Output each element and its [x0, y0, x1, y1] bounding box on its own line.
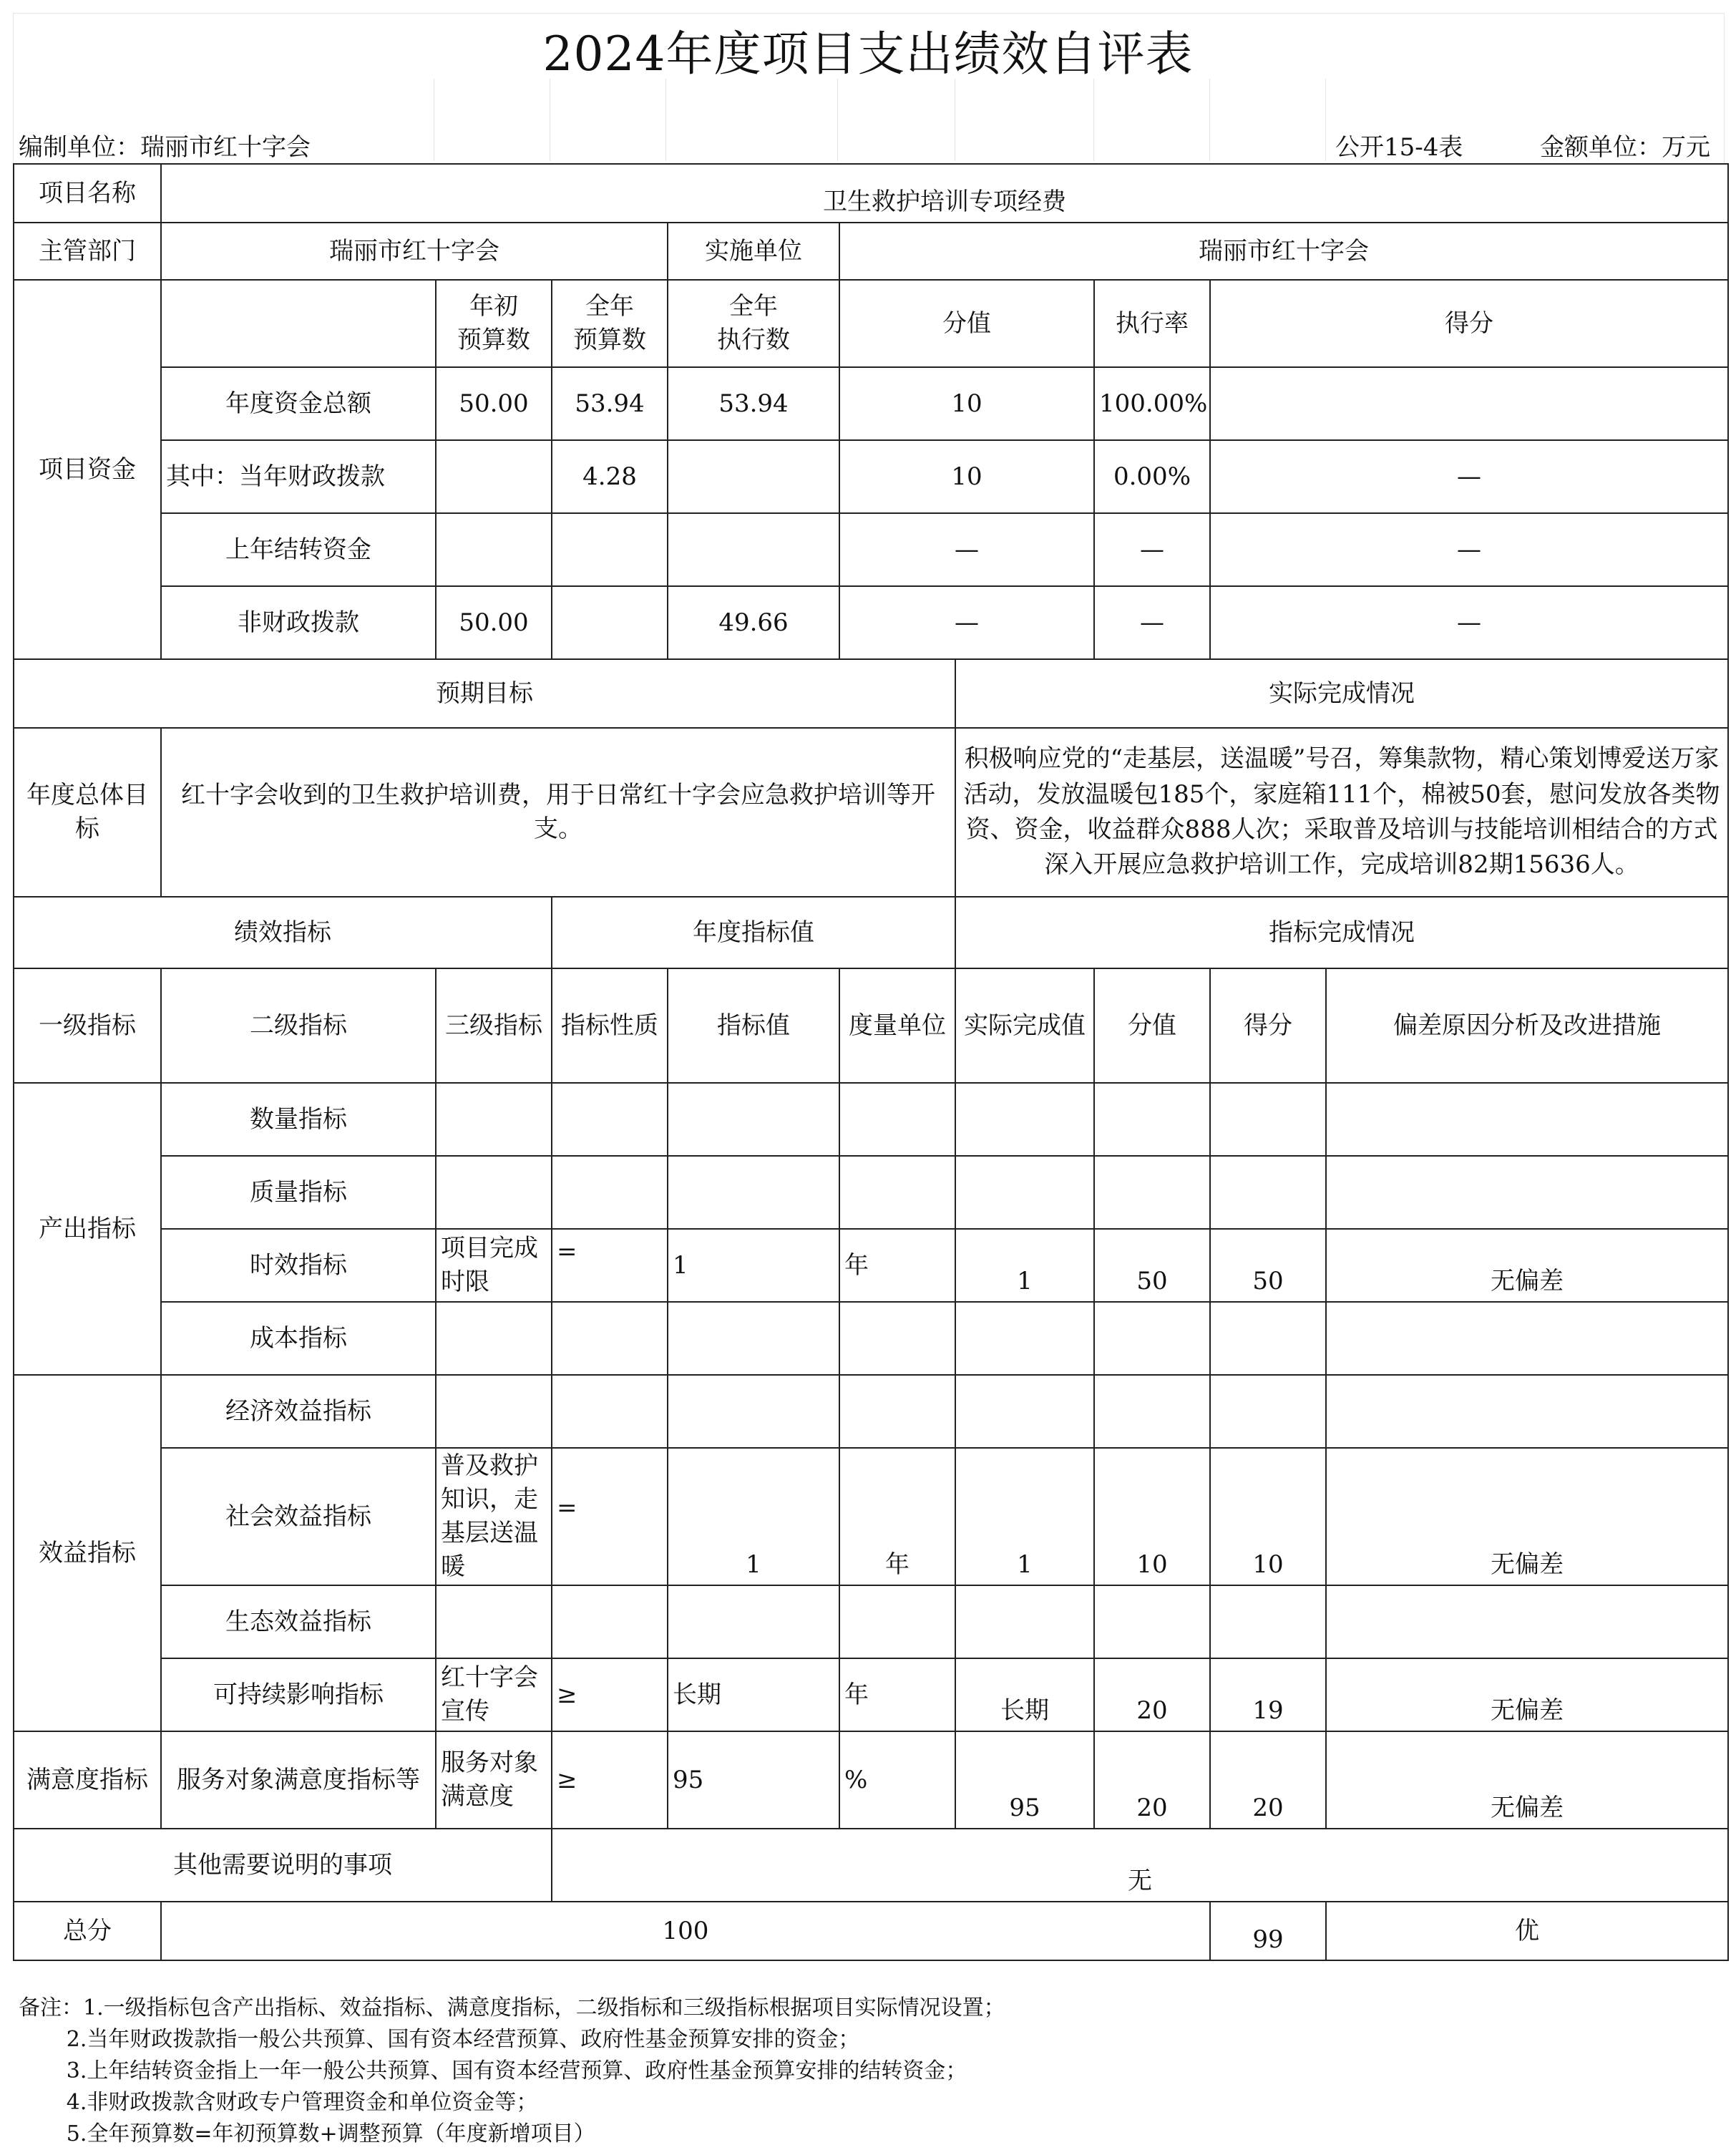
indicator-value: 1 [668, 1448, 839, 1585]
table-row [14, 223, 1728, 280]
col-header: 三级指标 [436, 968, 552, 1083]
score-value: 10 [1094, 1448, 1210, 1585]
score: 19 [1210, 1658, 1326, 1731]
total-full-score: 100 [161, 1902, 1210, 1960]
l2-indicator: 可持续影响指标 [161, 1658, 436, 1731]
actual-value: 1 [955, 1229, 1094, 1302]
indicator-nature: ≥ [552, 1658, 668, 1731]
money-unit: 金额单位：万元 [1540, 133, 1710, 162]
table-row [14, 1083, 1728, 1156]
indicator-value: 长期 [668, 1658, 839, 1731]
deviation-analysis: 无偏差 [1326, 1448, 1728, 1585]
table-row [14, 1156, 1728, 1229]
funds-initial: 50.00 [436, 586, 552, 659]
deviation-analysis: 无偏差 [1326, 1658, 1728, 1731]
expected-goal-text: 红十字会收到的卫生救护培训费，用于日常红十字会应急救护培训等开支。 [161, 728, 955, 897]
table-row [14, 968, 1728, 1083]
funds-score [1210, 367, 1728, 440]
page-title: 2024年度项目支出绩效自评表 [542, 26, 1194, 82]
score: 20 [1210, 1731, 1326, 1829]
dept-value: 瑞丽市红十字会 [161, 223, 668, 280]
project-name: 卫生救护培训专项经费 [161, 164, 1728, 223]
indicator-nature: ≥ [552, 1731, 668, 1829]
actual-value: 95 [955, 1731, 1094, 1829]
grid-line [837, 79, 838, 161]
l3-indicator: 项目完成时限 [436, 1229, 552, 1302]
funds-score-value: — [839, 513, 1094, 586]
funds-annual [552, 586, 668, 659]
table-row [14, 728, 1728, 897]
l2-indicator: 时效指标 [161, 1229, 436, 1302]
funds-rate: 100.00% [1094, 367, 1210, 440]
funds-executed: 53.94 [668, 367, 839, 440]
funds-score-value: 10 [839, 440, 1094, 513]
deviation-analysis: 无偏差 [1326, 1229, 1728, 1302]
indicator-value: 1 [668, 1229, 839, 1302]
l3-indicator: 普及救护知识，走基层送温暖 [436, 1448, 552, 1585]
indicator-unit: 年 [839, 1229, 955, 1302]
l2-indicator: 经济效益指标 [161, 1375, 436, 1448]
table-row [14, 1302, 1728, 1375]
table-row [14, 1829, 1728, 1902]
funds-score-value: 10 [839, 367, 1094, 440]
funds-executed [668, 440, 839, 513]
col-header: 指标性质 [552, 968, 668, 1083]
table-row [14, 659, 1728, 728]
other-matters-label: 其他需要说明的事项 [14, 1829, 552, 1902]
funds-initial [436, 513, 552, 586]
table-row [14, 1731, 1728, 1829]
funds-row-name: 非财政拨款 [161, 586, 436, 659]
note-line: 备注：1.一级指标包含产出指标、效益指标、满意度指标，二级指标和三级指标根据项目实际情况设置； [19, 1995, 1005, 2020]
l2-indicator: 服务对象满意度指标等 [161, 1731, 436, 1829]
funds-label: 项目资金 [14, 280, 161, 659]
l3-indicator: 红十字会宣传 [436, 1658, 552, 1731]
completion-header: 指标完成情况 [955, 897, 1728, 968]
annual-value-header: 年度指标值 [552, 897, 955, 968]
actual-value: 1 [955, 1448, 1094, 1585]
col-header: 一级指标 [14, 968, 161, 1083]
funds-row-name: 上年结转资金 [161, 513, 436, 586]
table-row [14, 280, 1728, 367]
table-row [14, 1585, 1728, 1658]
l3-indicator: 服务对象满意度 [436, 1731, 552, 1829]
l2-indicator: 生态效益指标 [161, 1585, 436, 1658]
actual-status-text: 积极响应党的“走基层，送温暖”号召，筹集款物，精心策划博爱送万家活动，发放温暖包185个，家庭箱111个，棉被50套，慰问发放各类物资、资金，收益群众888人次；采取普及培训与技能培训相结合的方式深入开展应急救护培训工作，完成培训82期15636人。 [955, 728, 1728, 897]
table-row [14, 1658, 1728, 1731]
score-value: 50 [1094, 1229, 1210, 1302]
col-header: 偏差原因分析及改进措施 [1326, 968, 1728, 1083]
grid-line [665, 79, 666, 161]
table-row [14, 367, 1728, 440]
funds-header-annual: 全年 预算数 [552, 280, 668, 367]
funds-initial [436, 440, 552, 513]
funds-executed: 49.66 [668, 586, 839, 659]
impl-value: 瑞丽市红十字会 [839, 223, 1728, 280]
funds-initial: 50.00 [436, 367, 552, 440]
funds-header-score: 得分 [1210, 280, 1728, 367]
score-value: 20 [1094, 1658, 1210, 1731]
compile-unit: 编制单位：瑞丽市红十字会 [19, 133, 311, 162]
funds-row-name: 年度资金总额 [161, 367, 436, 440]
score: 50 [1210, 1229, 1326, 1302]
funds-score-value: — [839, 586, 1094, 659]
funds-executed [668, 513, 839, 586]
col-header: 实际完成值 [955, 968, 1094, 1083]
total-score: 99 [1210, 1902, 1326, 1960]
table-row [14, 1448, 1728, 1585]
expected-goal-header: 预期目标 [14, 659, 955, 728]
total-label: 总分 [14, 1902, 161, 1960]
table-row [14, 586, 1728, 659]
funds-score: — [1210, 586, 1728, 659]
funds-score: — [1210, 440, 1728, 513]
form-number: 公开15-4表 [1335, 133, 1463, 162]
l2-indicator: 成本指标 [161, 1302, 436, 1375]
perf-indicator-header: 绩效指标 [14, 897, 552, 968]
satisfaction-indicator-label: 满意度指标 [14, 1731, 161, 1829]
deviation-analysis: 无偏差 [1326, 1731, 1728, 1829]
table-row [14, 164, 1728, 223]
actual-status-header: 实际完成情况 [955, 659, 1728, 728]
col-header: 度量单位 [839, 968, 955, 1083]
col-header: 得分 [1210, 968, 1326, 1083]
note-line: 3.上年结转资金指上一年一般公共预算、国有资本经营预算、政府性基金预算安排的结转资金； [19, 2058, 967, 2083]
table-row [14, 513, 1728, 586]
note-line: 5.全年预算数=年初预算数+调整预算（年度新增项目） [19, 2121, 595, 2146]
funds-header-score-value: 分值 [839, 280, 1094, 367]
funds-header-rate: 执行率 [1094, 280, 1210, 367]
funds-header-executed: 全年 执行数 [668, 280, 839, 367]
note-line: 2.当年财政拨款指一般公共预算、国有资本经营预算、政府性基金预算安排的资金； [19, 2027, 860, 2052]
indicator-nature: = [552, 1448, 668, 1585]
score: 10 [1210, 1448, 1326, 1585]
total-grade: 优 [1326, 1902, 1728, 1960]
actual-value: 长期 [955, 1658, 1094, 1731]
funds-row-name: 其中：当年财政拨款 [161, 440, 436, 513]
funds-annual [552, 513, 668, 586]
indicator-unit: 年 [839, 1658, 955, 1731]
grid-line [1325, 79, 1326, 161]
self-evaluation-table [13, 163, 1729, 1961]
table-row [14, 897, 1728, 968]
funds-blank [161, 280, 436, 367]
col-header: 二级指标 [161, 968, 436, 1083]
col-header: 分值 [1094, 968, 1210, 1083]
table-row [14, 440, 1728, 513]
indicator-unit: 年 [839, 1448, 955, 1585]
grid-line [1209, 79, 1210, 161]
notes [19, 1993, 1005, 2150]
col-header: 指标值 [668, 968, 839, 1083]
table-row [14, 1902, 1728, 1960]
annual-goal-label: 年度总体目标 [14, 728, 161, 897]
funds-rate: 0.00% [1094, 440, 1210, 513]
l2-indicator: 社会效益指标 [161, 1448, 436, 1585]
benefit-indicator-label: 效益指标 [14, 1375, 161, 1731]
indicator-value: 95 [668, 1731, 839, 1829]
funds-score: — [1210, 513, 1728, 586]
grid-line [1093, 79, 1094, 161]
funds-header-initial: 年初 预算数 [436, 280, 552, 367]
l2-indicator: 质量指标 [161, 1156, 436, 1229]
project-name-label: 项目名称 [14, 164, 161, 223]
indicator-unit: % [839, 1731, 955, 1829]
funds-annual: 53.94 [552, 367, 668, 440]
table-row [14, 1229, 1728, 1302]
impl-label: 实施单位 [668, 223, 839, 280]
score-value: 20 [1094, 1731, 1210, 1829]
indicator-nature: = [552, 1229, 668, 1302]
funds-rate: — [1094, 586, 1210, 659]
l2-indicator: 数量指标 [161, 1083, 436, 1156]
note-line: 4.非财政拨款含财政专户管理资金和单位资金等； [19, 2090, 538, 2115]
funds-rate: — [1094, 513, 1210, 586]
table-row [14, 1375, 1728, 1448]
funds-annual: 4.28 [552, 440, 668, 513]
dept-label: 主管部门 [14, 223, 161, 280]
output-indicator-label: 产出指标 [14, 1083, 161, 1375]
other-matters-value: 无 [552, 1829, 1728, 1902]
